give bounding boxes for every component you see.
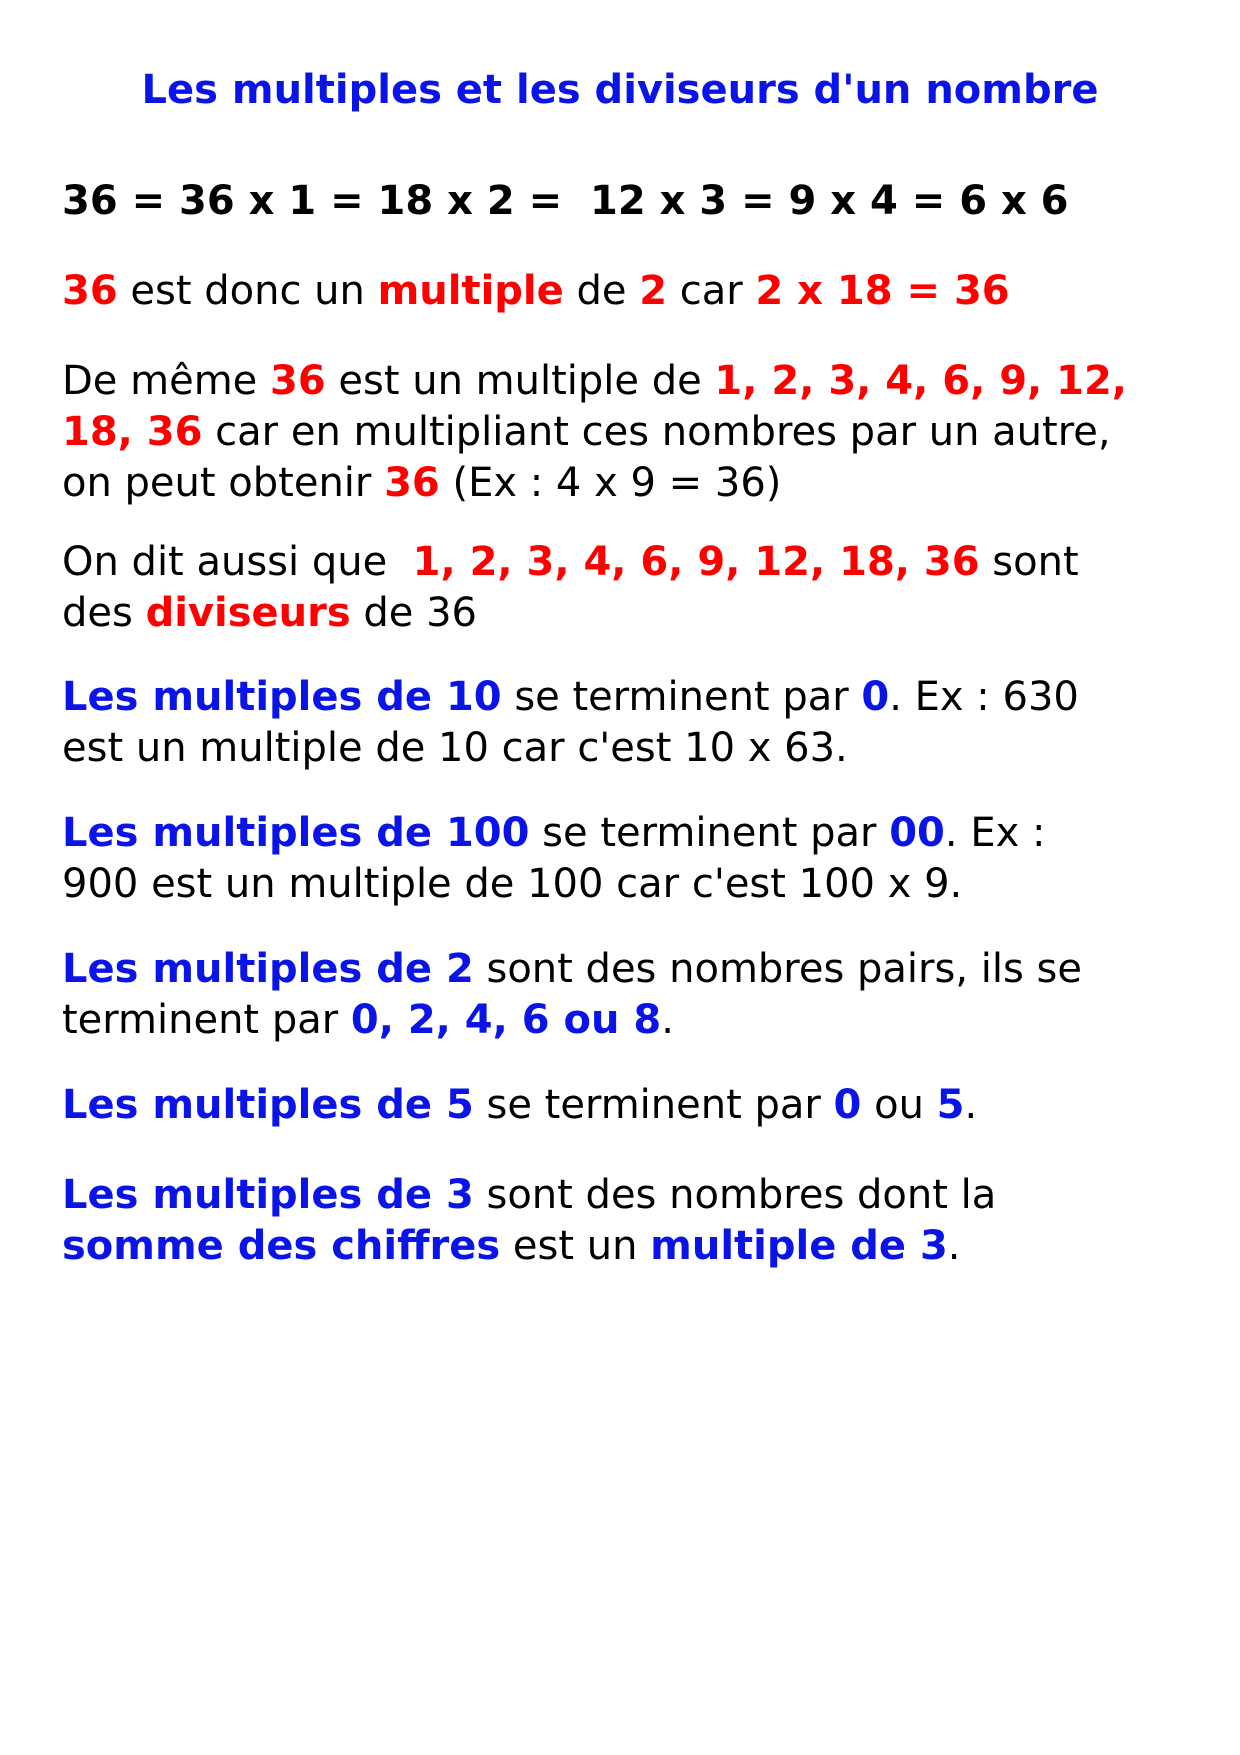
text-line (62, 944, 1202, 995)
text-line (62, 1170, 1202, 1221)
text: sont des nombres pairs, ils se (473, 946, 1082, 992)
text-line (62, 537, 1202, 588)
rule-heading: Les multiples de 3 (62, 1172, 474, 1218)
text-line (62, 672, 1202, 723)
highlight-calculation: 2 x 18 = 36 (755, 268, 1010, 314)
rule-multiples-of-2 (62, 944, 1202, 1046)
text: se terminent par (501, 674, 862, 720)
text-line (62, 458, 1202, 509)
highlight-term: multiple (377, 268, 564, 314)
text: se terminent par (529, 810, 890, 856)
highlight-list: 1, 2, 3, 4, 6, 9, 12, 18, 36 (412, 539, 980, 585)
text-line (62, 1080, 1202, 1131)
paragraph-de-meme (62, 356, 1202, 509)
highlight-number: 36 (62, 268, 118, 314)
text: est un multiple de 10 car c'est 10 x 63. (62, 725, 848, 771)
page-title: Les multiples et les diviseurs d'un nombre (141, 67, 1099, 113)
rule-heading: Les multiples de 100 (62, 810, 530, 856)
text: . Ex : 630 (889, 674, 1079, 720)
text: terminent par (62, 997, 351, 1043)
highlight-digits: 0, 2, 4, 6 ou 8 (350, 997, 662, 1043)
text: . (661, 997, 674, 1043)
highlight-list: 1, 2, 3, 4, 6, 9, 12, (714, 358, 1127, 404)
text: . (964, 1082, 978, 1128)
text-line (62, 407, 1202, 458)
text: . Ex : (944, 810, 1046, 856)
text-line (62, 859, 1202, 910)
text: car (667, 268, 756, 314)
text-line (62, 808, 1202, 859)
rule-heading: Les multiples de 10 (62, 674, 502, 720)
highlight-digit: 00 (889, 810, 945, 856)
rule-multiples-of-10 (62, 672, 1202, 774)
text: sont (979, 539, 1079, 585)
highlight-digit: 0 (861, 674, 890, 720)
paragraph-multiple-of-2 (62, 266, 1202, 317)
text: est donc un (117, 268, 378, 314)
rule-heading: Les multiples de 5 (62, 1082, 474, 1128)
text: de 36 (350, 590, 477, 636)
text-line (62, 266, 1202, 317)
text: de (563, 268, 640, 314)
text-line (62, 356, 1202, 407)
highlight-digit: 5 (936, 1082, 965, 1128)
highlight-term: diviseurs (145, 590, 351, 636)
text: des (62, 590, 146, 636)
text: sont des nombres dont la (473, 1172, 997, 1218)
text: car en multipliant ces nombres par un autre, (202, 409, 1111, 455)
rule-heading: Les multiples de 2 (62, 946, 474, 992)
text-line (62, 995, 1202, 1046)
text-line (62, 723, 1202, 774)
highlight-number: 36 (384, 460, 440, 506)
rule-multiples-of-100 (62, 808, 1202, 910)
text: De même (62, 358, 270, 404)
text: (Ex : 4 x 9 = 36) (439, 460, 782, 506)
text: on peut obtenir (62, 460, 385, 506)
text: 900 est un multiple de 100 car c'est 100 x 9. (62, 861, 963, 907)
paragraph-diviseurs (62, 537, 1202, 639)
equation-line (62, 176, 1202, 227)
text: est un multiple de (325, 358, 715, 404)
highlight-number: 2 (639, 268, 668, 314)
highlight-digit: 0 (833, 1082, 862, 1128)
text: ou (861, 1082, 937, 1128)
text: . (947, 1223, 961, 1269)
text: est un (500, 1223, 651, 1269)
text: On dit aussi que (62, 539, 413, 585)
rule-multiples-of-3 (62, 1170, 1202, 1272)
highlight-number: 36 (270, 358, 326, 404)
rule-multiples-of-5 (62, 1080, 1202, 1131)
equation-text: 36 = 36 x 1 = 18 x 2 = 12 x 3 = 9 x 4 = 6 x 6 (62, 178, 1069, 224)
text-line (62, 588, 1202, 639)
highlight-term: somme des chiffres (62, 1223, 501, 1269)
text-line (62, 1221, 1202, 1272)
highlight-list: 18, 36 (62, 409, 203, 455)
highlight-term: multiple de 3 (650, 1223, 948, 1269)
text: se terminent par (473, 1082, 834, 1128)
